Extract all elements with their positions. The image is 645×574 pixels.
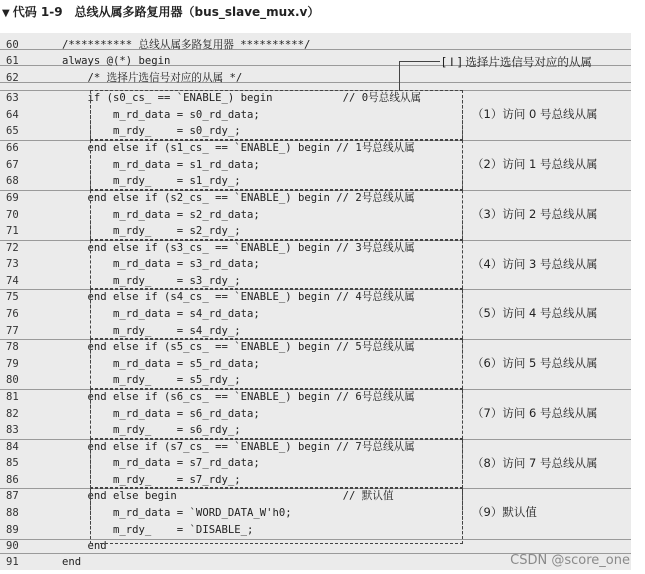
- line-number: 79: [6, 358, 19, 370]
- line-text: m_rdy_ = s0_rdy_;: [62, 125, 241, 137]
- line-text: m_rdy_ = s6_rdy_;: [62, 424, 241, 436]
- branch-box-4: [90, 289, 463, 339]
- line-text: m_rdy_ = `DISABLE_;: [62, 524, 254, 536]
- line-text: m_rd_data = s0_rd_data;: [62, 109, 260, 121]
- annotation: （4）访问 3 号总线从属: [472, 257, 598, 271]
- code-caption: [2, 2, 319, 22]
- branch-box-3: [90, 240, 463, 289]
- line-number: 60: [6, 39, 19, 51]
- line-text: end: [62, 556, 82, 568]
- line-text: if (s0_cs_ == `ENABLE_) begin // 0号总线从属: [62, 92, 422, 104]
- line-number: 77: [6, 325, 19, 337]
- line-text: /* 选择片选信号对应的从属 */: [62, 72, 243, 84]
- line-text: m_rd_data = s2_rd_data;: [62, 209, 260, 221]
- branch-box-5: [90, 339, 463, 389]
- line-number: 63: [6, 92, 19, 104]
- line-number: 65: [6, 125, 19, 137]
- line-text: m_rd_data = s3_rd_data;: [62, 258, 260, 270]
- annotation: （5）访问 4 号总线从属: [472, 306, 598, 320]
- branch-box-1: [90, 140, 463, 190]
- line-text: m_rdy_ = s2_rdy_;: [62, 225, 241, 237]
- line-text: end else if (s6_cs_ == `ENABLE_) begin // 6号总线从属: [62, 391, 415, 403]
- line-number: 64: [6, 109, 19, 121]
- line-text: m_rdy_ = s3_rdy_;: [62, 275, 241, 287]
- leader-line: [400, 61, 440, 62]
- line-number: 66: [6, 142, 19, 154]
- line-number: 69: [6, 192, 19, 204]
- line-number: 87: [6, 490, 19, 502]
- caret-down-icon: ▼: [2, 8, 10, 19]
- line-text: end else begin // 默认值: [62, 490, 394, 502]
- line-text: end else if (s3_cs_ == `ENABLE_) begin // 3号总线从属: [62, 242, 415, 254]
- annotation: （3）访问 2 号总线从属: [472, 207, 598, 221]
- line-text: m_rdy_ = s4_rdy_;: [62, 325, 241, 337]
- watermark: CSDN @score_one: [510, 553, 630, 568]
- line-text: end else if (s2_cs_ == `ENABLE_) begin // 2号总线从属: [62, 192, 415, 204]
- branch-box-0: [90, 90, 463, 140]
- line-number: 76: [6, 308, 19, 320]
- line-text: m_rd_data = s7_rd_data;: [62, 457, 260, 469]
- branch-box-6: [90, 389, 463, 439]
- line-number: 88: [6, 507, 19, 519]
- line-number: 62: [6, 72, 19, 84]
- line-number: 90: [6, 540, 19, 552]
- line-number: 72: [6, 242, 19, 254]
- leader-line: [399, 61, 400, 91]
- line-text: m_rd_data = s1_rd_data;: [62, 159, 260, 171]
- line-number: 83: [6, 424, 19, 436]
- line-text: m_rd_data = `WORD_DATA_W'h0;: [62, 507, 292, 519]
- branch-box-2: [90, 190, 463, 240]
- annotation: （7）访问 6 号总线从属: [472, 406, 598, 420]
- annotation: （8）访问 7 号总线从属: [472, 456, 598, 470]
- line-text: m_rd_data = s6_rd_data;: [62, 408, 260, 420]
- line-text: end: [62, 540, 107, 552]
- line-text: m_rdy_ = s5_rdy_;: [62, 374, 241, 386]
- caption-text: 代码 1-9 总线从属多路复用器（bus_slave_mux.v）: [12, 5, 320, 19]
- annotation: （2）访问 1 号总线从属: [472, 157, 598, 171]
- line-text: m_rd_data = s5_rd_data;: [62, 358, 260, 370]
- line-number: 71: [6, 225, 19, 237]
- line-number: 86: [6, 474, 19, 486]
- line-text: end else if (s1_cs_ == `ENABLE_) begin // 1号总线从属: [62, 142, 415, 154]
- line-number: 73: [6, 258, 19, 270]
- line-number: 81: [6, 391, 19, 403]
- line-number: 89: [6, 524, 19, 536]
- line-number: 85: [6, 457, 19, 469]
- annotation: （1）访问 0 号总线从属: [472, 107, 598, 121]
- line-number: 75: [6, 291, 19, 303]
- annotation: （9）默认值: [472, 505, 537, 519]
- line-number: 84: [6, 441, 19, 453]
- line-text: end else if (s4_cs_ == `ENABLE_) begin // 4号总线从属: [62, 291, 415, 303]
- line-number: 68: [6, 175, 19, 187]
- line-number: 91: [6, 556, 19, 568]
- annotation: （6）访问 5 号总线从属: [472, 356, 598, 370]
- line-number: 74: [6, 275, 19, 287]
- line-text: end else if (s5_cs_ == `ENABLE_) begin // 5号总线从属: [62, 341, 415, 353]
- line-text: m_rdy_ = s7_rdy_;: [62, 474, 241, 486]
- line-number: 61: [6, 55, 19, 67]
- line-number: 82: [6, 408, 19, 420]
- line-text: always @(*) begin: [62, 55, 171, 67]
- line-number: 67: [6, 159, 19, 171]
- selection-label: [ Ⅰ ] 选择片选信号对应的从属: [442, 55, 592, 69]
- branch-box-7: [90, 439, 463, 488]
- line-text: end else if (s7_cs_ == `ENABLE_) begin // 7号总线从属: [62, 441, 415, 453]
- branch-box-default: [90, 488, 463, 544]
- line-text: m_rdy_ = s1_rdy_;: [62, 175, 241, 187]
- line-text: m_rd_data = s4_rd_data;: [62, 308, 260, 320]
- line-text: /********** 总线从属多路复用器 **********/: [62, 39, 311, 51]
- line-number: 80: [6, 374, 19, 386]
- line-number: 70: [6, 209, 19, 221]
- line-number: 78: [6, 341, 19, 353]
